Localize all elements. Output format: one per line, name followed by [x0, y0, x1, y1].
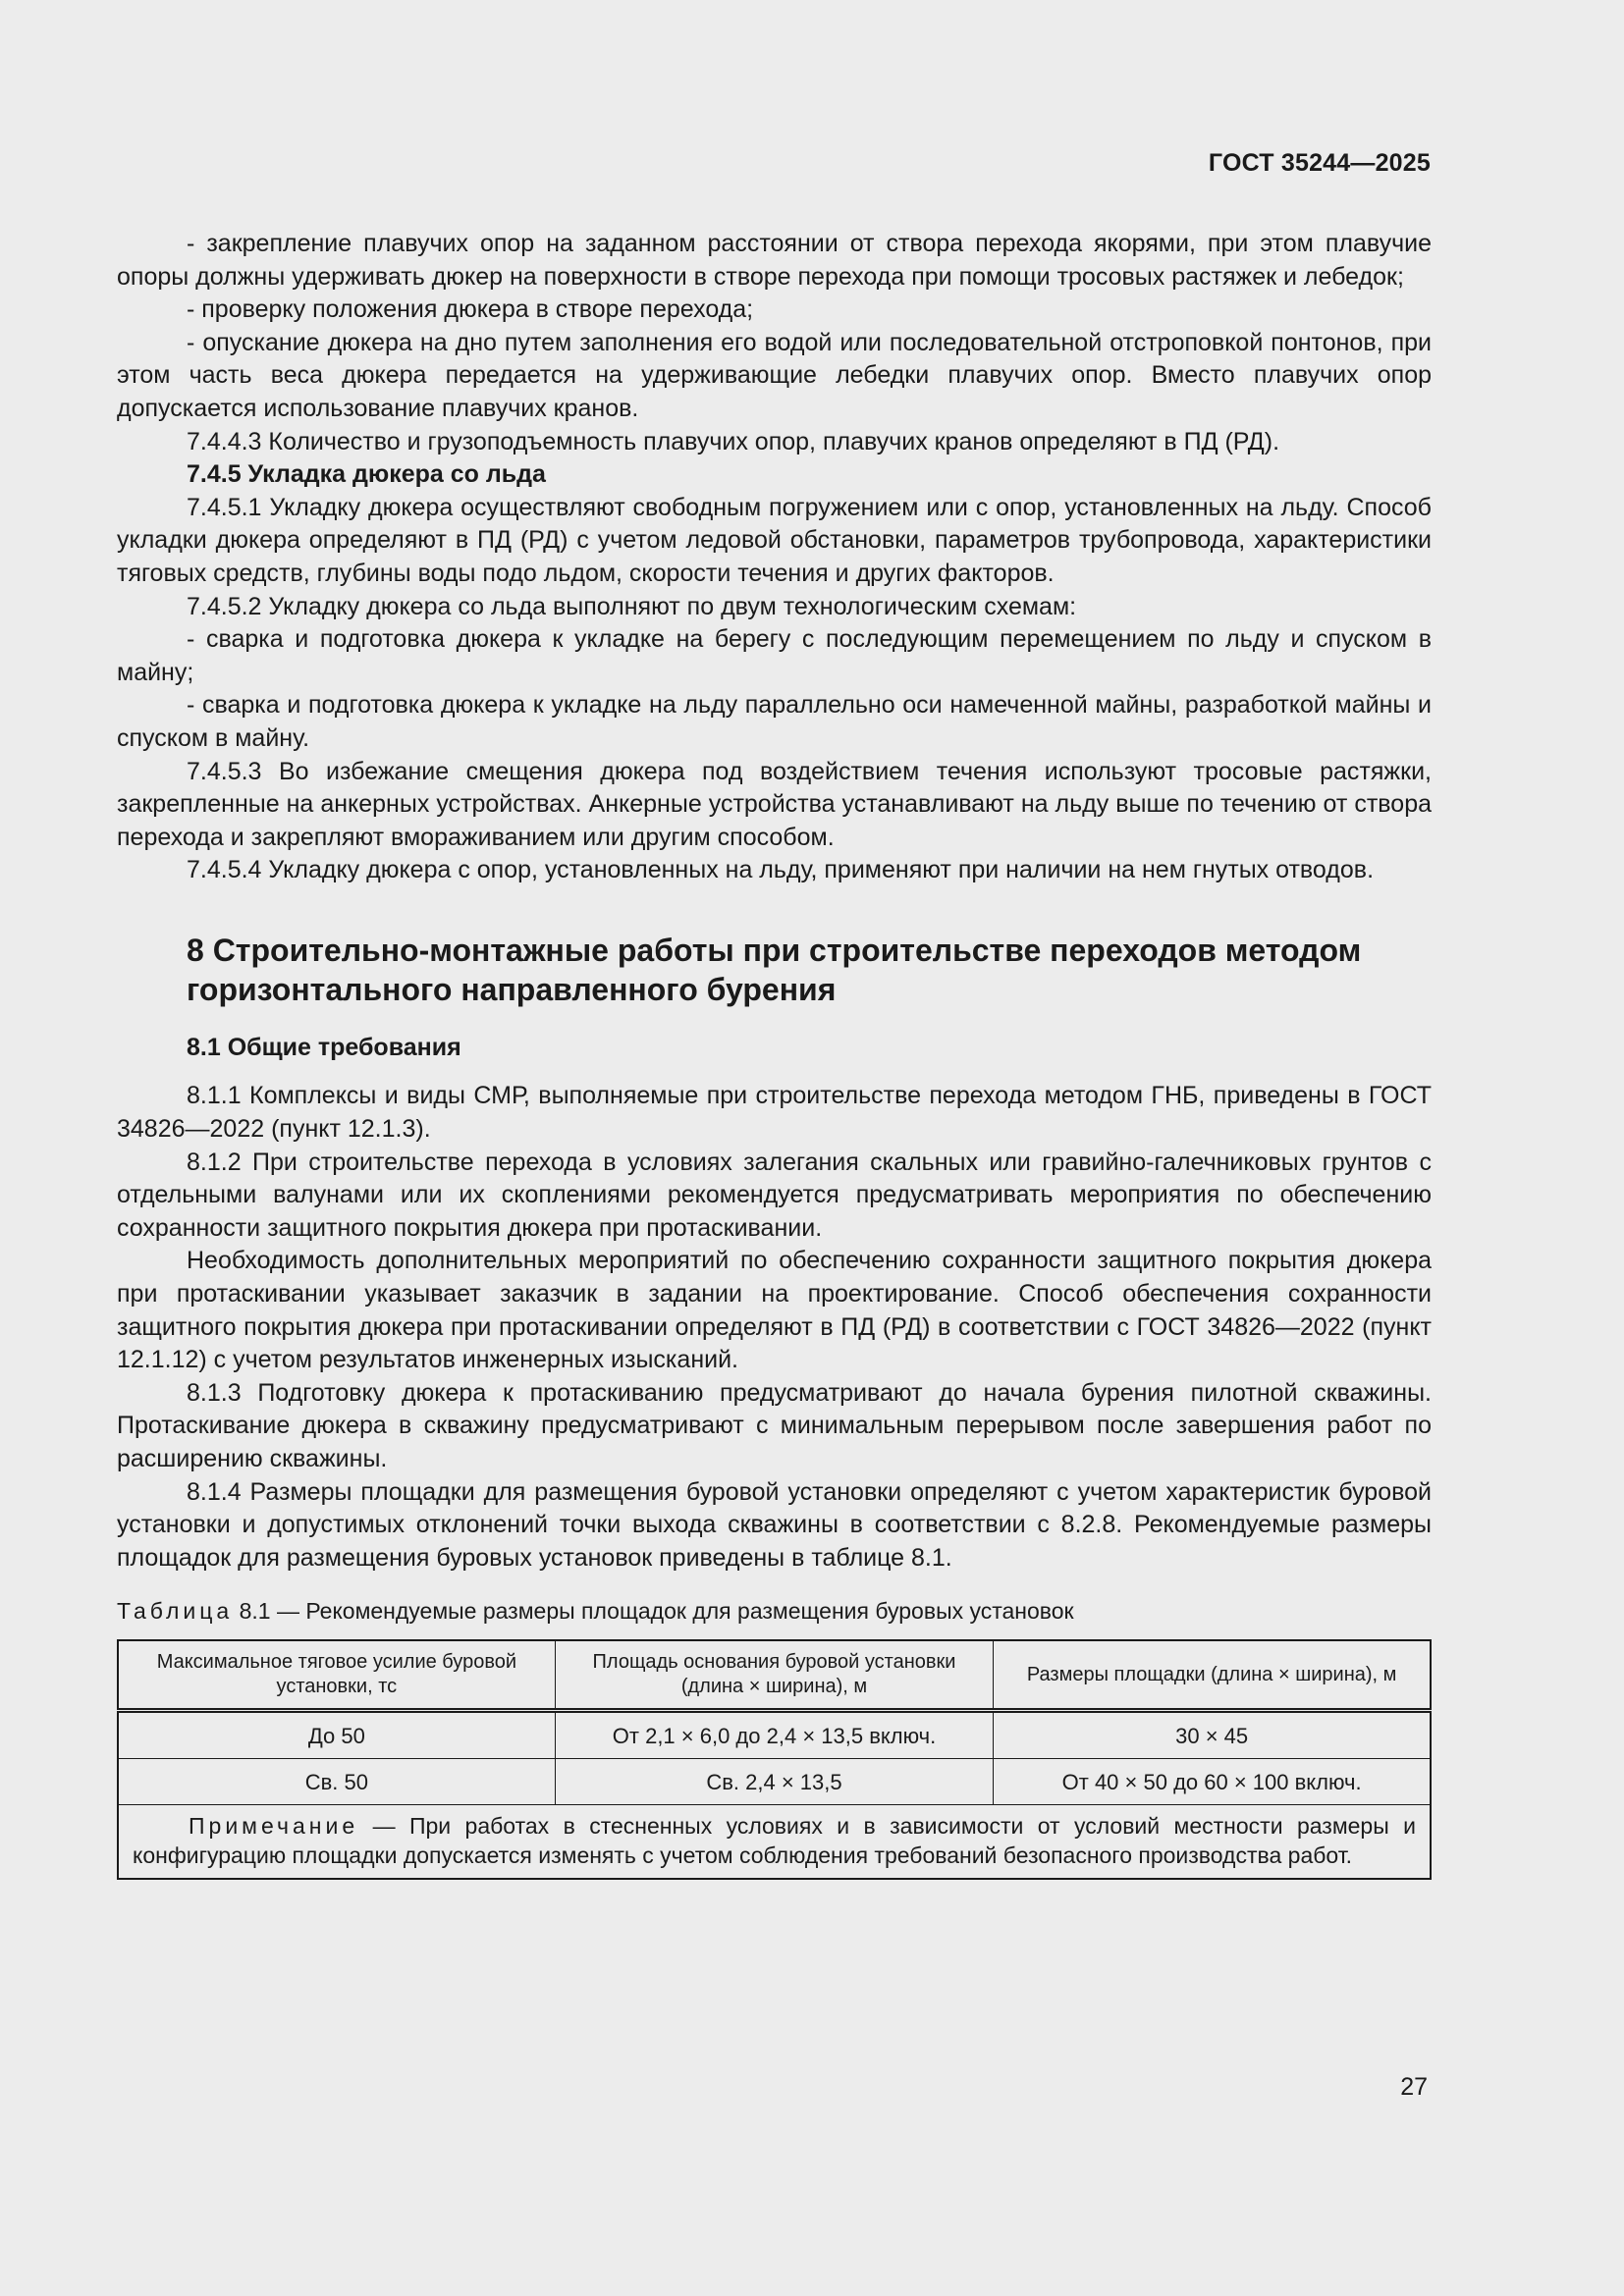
- document-code-header: ГОСТ 35244—2025: [1208, 149, 1431, 177]
- paragraph: - сварка и подготовка дюкера к укладке на берегу с последующим перемещением по льду и спуском в майну;: [117, 625, 1432, 686]
- table-cell: От 40 × 50 до 60 × 100 включ.: [994, 1759, 1431, 1805]
- table-header-cell: Максимальное тяговое усилие буровой установки, тс: [118, 1640, 555, 1711]
- paragraph: 7.4.5.3 Во избежание смещения дюкера под воздействием течения используют тросовые растяжки, закрепленные на анкерных устройствах. Анкерные устройства устанавливают на льду выше по течению от створа перехода и закрепляют вмораживанием или другим способом.: [117, 757, 1432, 851]
- table-caption: [117, 1596, 1432, 1626]
- table-header-row: [118, 1640, 1431, 1711]
- table-cell: Св. 2,4 × 13,5: [555, 1759, 994, 1805]
- paragraph: - закрепление плавучих опор на заданном расстоянии от створа перехода якорями, при этом плавучие опоры должны удерживать дюкер на поверхности в створе перехода при помощи тросовых растяжек и лебедок;: [117, 230, 1432, 291]
- paragraph: - проверку положения дюкера в створе перехода;: [187, 295, 754, 324]
- table-row: [118, 1711, 1431, 1759]
- table-caption-label: Таблица: [117, 1598, 234, 1625]
- table-caption-text: 8.1 — Рекомендуемые размеры площадок для размещения буровых установок: [239, 1598, 1074, 1625]
- paragraph: 8.1.1 Комплексы и виды СМР, выполняемые при строительстве перехода методом ГНБ, приведены в ГОСТ 34826—2022 (пункт 12.1.3).: [117, 1082, 1432, 1144]
- table-header-cell: Площадь основания буровой установки (длина × ширина), м: [555, 1640, 994, 1711]
- bottom-paragraphs: [117, 1080, 1432, 1575]
- table-cell: До 50: [118, 1711, 555, 1759]
- document-body: [117, 228, 1432, 1880]
- table-row: [118, 1759, 1431, 1805]
- paragraph: 8.1.2 При строительстве перехода в условиях залегания скальных или гравийно-галечниковых грунтов с отдельными валунами или их скоплениями рекомендуется предусматривать мероприятия по обеспечению сохранности защитного покрытия дюкера при протаскивании.: [117, 1148, 1432, 1242]
- paragraph: 8.1.3 Подготовку дюкера к протаскиванию предусматривают до начала бурения пилотной скважины. Протаскивание дюкера в скважину предусматривают с минимальным перерывом после завершения работ по расширению скважины.: [117, 1378, 1432, 1472]
- table-header-cell: Размеры площадки (длина × ширина), м: [994, 1640, 1431, 1711]
- paragraph: 7.4.5 Укладка дюкера со льда: [187, 460, 546, 489]
- paragraph: 7.4.5.4 Укладку дюкера с опор, установленных на льду, применяют при наличии на нем гнутых отводов.: [187, 856, 1375, 884]
- paragraph: 7.4.5.2 Укладку дюкера со льда выполняют по двум технологическим схемам:: [187, 592, 1077, 620]
- subsection-8-1-heading: 8.1 Общие требования: [187, 1033, 461, 1061]
- paragraph: - сварка и подготовка дюкера к укладке на льду параллельно оси намеченной майны, разработкой майны и спуском в майну.: [117, 691, 1432, 752]
- paragraph: 7.4.4.3 Количество и грузоподъемность плавучих опор, плавучих кранов определяют в ПД (РД).: [187, 427, 1280, 455]
- size-table: [117, 1639, 1432, 1880]
- paragraph: 7.4.5.1 Укладку дюкера осуществляют свободным погружением или с опор, установленных на льду. Способ укладки дюкера определяют в ПД (РД) с учетом ледовой обстановки, параметров трубопровода, характеристики тяговых средств, глубины воды подо льдом, скорости течения и других факторов.: [117, 493, 1432, 587]
- table-cell: От 2,1 × 6,0 до 2,4 × 13,5 включ.: [555, 1711, 994, 1759]
- table-note: [118, 1805, 1431, 1880]
- table-cell: Св. 50: [118, 1759, 555, 1805]
- table-note-text: — При работах в стесненных условиях и в зависимости от условий местности размеры и конфигурацию площадки допускается изменять с учетом соблюдения требований безопасного производства работ.: [133, 1813, 1417, 1869]
- table-note-row: [118, 1805, 1431, 1880]
- top-paragraphs: [117, 228, 1432, 887]
- paragraph: Необходимость дополнительных мероприятий по обеспечению сохранности защитного покрытия дюкера при протаскивании указывает заказчик в задании на проектирование. Способ обеспечения сохранности защитного покрытия дюкера при протаскивании определяют в ПД (РД) в соответствии с ГОСТ 34826—2022 (пункт 12.1.12) с учетом результатов инженерных изысканий.: [117, 1247, 1432, 1374]
- section-8-heading: 8 Строительно-монтажные работы при строительстве переходов методом горизонтального направленного бурения: [187, 932, 1362, 1007]
- paragraph: - опускание дюкера на дно путем заполнения его водой или последовательной отстроповкой понтонов, при этом часть веса дюкера передается на удерживающие лебедки плавучих опор. Вместо плавучих опор допускается использование плавучих кранов.: [117, 328, 1432, 422]
- table-cell: 30 × 45: [994, 1711, 1431, 1759]
- page-number: 27: [1400, 2073, 1428, 2101]
- paragraph: 8.1.4 Размеры площадки для размещения буровой установки определяют с учетом характеристик буровой установки и допустимых отклонений точки выхода скважины в соответствии с 8.2.8. Рекомендуемые размеры площадок для размещения буровых установок приведены в таблице 8.1.: [117, 1477, 1432, 1572]
- table-note-label: Примечание: [189, 1813, 359, 1840]
